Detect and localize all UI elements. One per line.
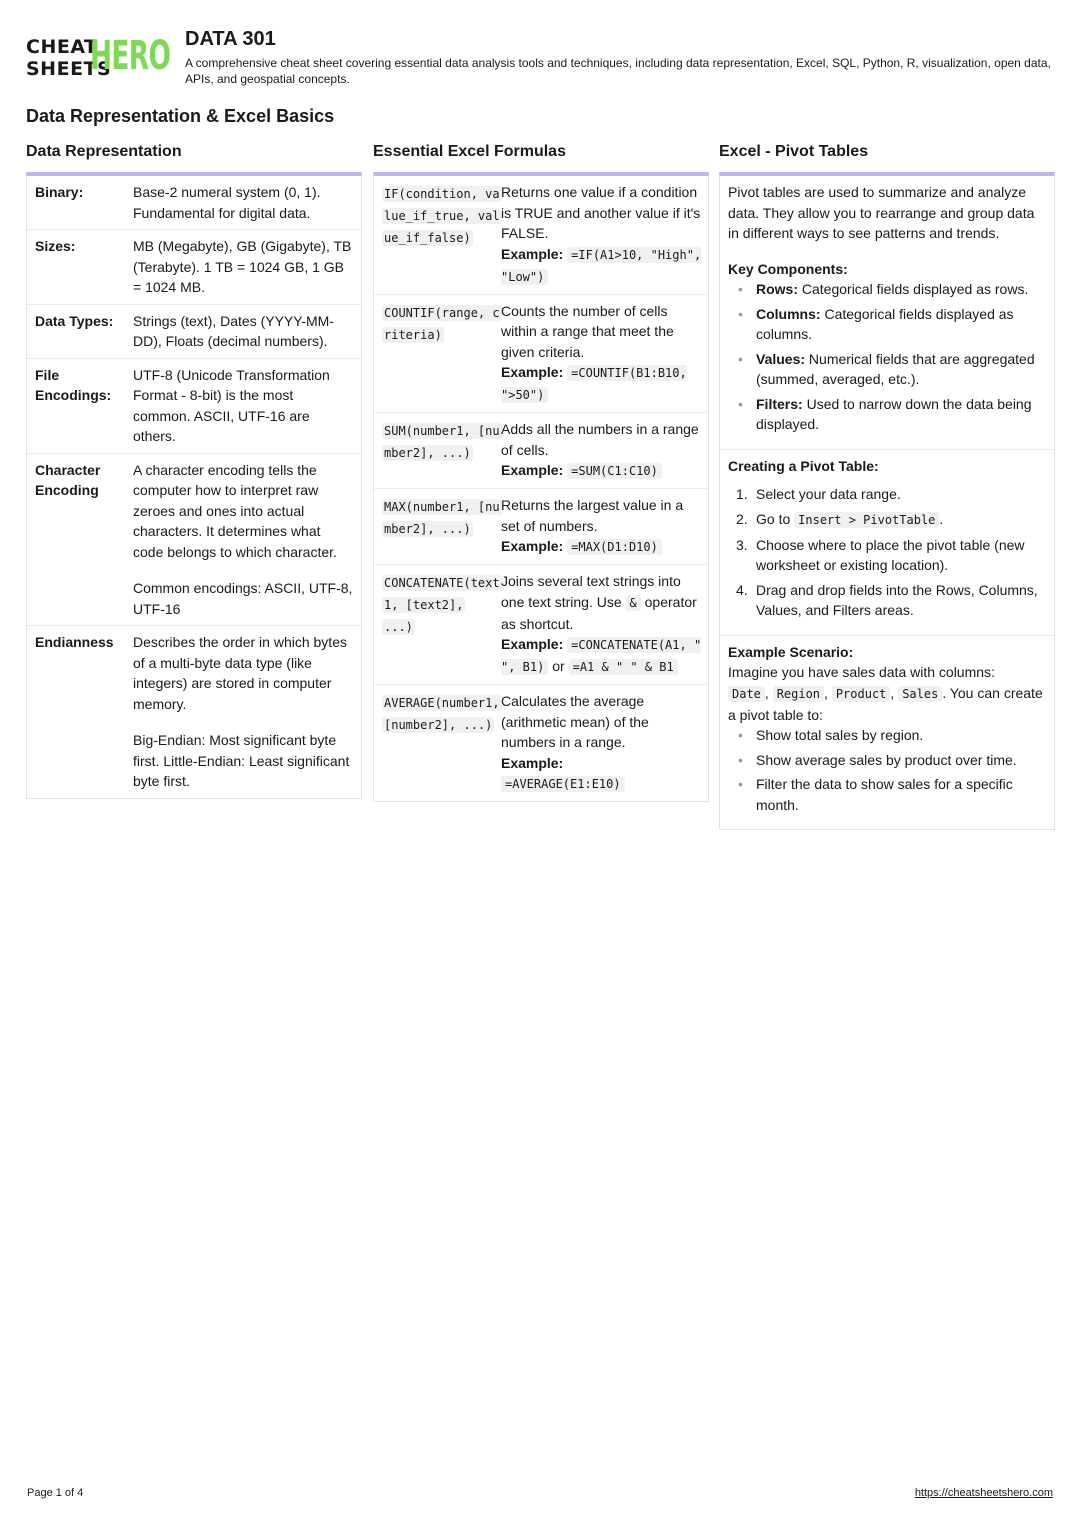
data-representation-title: Data Representation <box>26 143 182 160</box>
list-item <box>736 580 1046 621</box>
separator: , <box>890 684 895 701</box>
row-label: Character Encoding <box>35 461 101 498</box>
page-title: DATA 301 <box>185 28 276 50</box>
list-item: • Filter the data to show sales for a specific month. <box>738 774 1046 815</box>
formula-text: Adds all the numbers in a range of cells. <box>501 421 699 458</box>
table-row <box>27 176 361 230</box>
step-text: Drag and drop fields into the Rows, Columns, Values, and Filters areas. <box>756 581 1038 618</box>
excel-formulas-column <box>373 142 709 802</box>
formula-syntax-cell <box>382 495 501 558</box>
formula-text: Joins several text strings into one text string. Use <box>501 573 681 610</box>
example-scenario-heading: Example Scenario: <box>728 643 854 660</box>
list-item <box>738 304 1046 345</box>
formula-syntax: AVERAGE(number1, [number2], ...) <box>384 696 500 732</box>
formula-example: =MAX(D1:D10) <box>567 539 662 555</box>
formula-text: Calculates the average (arithmetic mean) of the numbers in a range. <box>501 693 649 750</box>
formula-description <box>501 182 708 288</box>
column-code: Date <box>728 686 765 702</box>
example-label: Example: <box>501 636 564 652</box>
formula-example: =SUM(C1:C10) <box>567 463 662 479</box>
formula-syntax: COUNTIF(range, criteria) <box>384 305 500 342</box>
component-text: Numerical fields that are aggregated (summed, averaged, etc.). <box>756 350 1035 387</box>
component-text: Categorical fields displayed as columns. <box>756 305 1014 342</box>
row-value <box>133 460 353 620</box>
formula-example: =AVERAGE(E1:E10) <box>501 776 625 792</box>
list-item <box>736 535 1046 576</box>
formula-row <box>374 685 708 801</box>
scenario-after: . You can create a pivot table to: <box>728 684 1043 723</box>
example-scenario-text <box>728 662 1046 725</box>
pivot-tables-title: Excel - Pivot Tables <box>719 143 869 160</box>
example-label: Example: <box>501 462 564 478</box>
row-label: Data Types: <box>35 312 114 329</box>
formula-row <box>374 565 708 685</box>
page-subtitle: A comprehensive cheat sheet covering essential data analysis tools and techniques, including data representation, Excel, SQL, Python, R, visualization, open data, APIs, and geospatial concepts. <box>185 56 1051 86</box>
row-value: Strings (text), Dates (YYYY-MM-DD), Floats (decimal numbers). <box>133 312 334 349</box>
list-item <box>738 279 1046 300</box>
row-label: Sizes: <box>35 238 76 254</box>
logo-bottom: SHEETS <box>26 58 112 80</box>
formula-text: Counts the number of cells within a range that meet the given criteria. <box>501 302 674 360</box>
row-value: MB (Megabyte), GB (Gigabyte), TB (Terabyte). 1 TB = 1024 GB, 1 GB = 1024 MB. <box>133 238 352 295</box>
pivot-tables-column <box>719 142 1055 830</box>
table-row <box>27 359 361 454</box>
create-pivot-heading: Creating a Pivot Table: <box>728 457 879 474</box>
component-term: Rows: <box>756 281 798 297</box>
formula-description <box>501 495 708 558</box>
row-label: File Encodings: <box>35 366 112 403</box>
row-text-extra: Big-Endian: Most significant byte first. Little-Endian: Least significant byte first. <box>133 732 350 789</box>
formula-text: Returns the largest value in a set of numbers. <box>501 497 684 534</box>
column-code: Product <box>832 686 891 702</box>
list-item <box>738 349 1046 390</box>
formula-row <box>374 489 708 565</box>
example-label: Example: <box>501 538 564 554</box>
step-number: 2. <box>736 510 748 527</box>
formula-text-after: operator as shortcut. <box>501 593 697 632</box>
component-text: Used to narrow down the data being displayed. <box>756 395 1032 432</box>
component-text: Categorical fields displayed as rows. <box>801 281 1029 297</box>
formula-row <box>374 413 708 489</box>
create-pivot-steps <box>728 484 1046 621</box>
table-row <box>27 305 361 359</box>
logo-top: CHEAT <box>26 36 98 58</box>
formula-syntax-cell <box>382 571 501 678</box>
column-code: Region <box>773 686 824 702</box>
row-value <box>133 632 353 792</box>
scenario-list <box>728 725 1046 815</box>
component-term: Columns: <box>756 305 821 322</box>
formula-syntax: IF(condition, value_if_true, value_if_false) <box>384 187 500 245</box>
pivot-intro: Pivot tables are used to summarize and analyze data. They allow you to rearrange and group data in different ways to see patterns and trends. <box>728 184 1035 241</box>
list-item <box>738 394 1046 435</box>
list-item <box>736 509 1046 531</box>
formula-example: =CONCATENATE(A1, " ", B1) <box>501 638 702 674</box>
formula-description <box>501 419 708 482</box>
table-row <box>27 230 361 305</box>
data-representation-card <box>26 172 362 799</box>
page-number: Page 1 of 4 <box>27 1487 84 1499</box>
row-text: Describes the order in which bytes of a multi-byte data type (like integers) are stored in computer memory. <box>133 634 347 712</box>
formula-description <box>501 571 708 678</box>
step-number: 4. <box>736 581 748 598</box>
or-text: or <box>552 658 565 674</box>
site-link[interactable]: https://cheatsheetshero.com <box>914 1487 1053 1499</box>
step-text: Select your data range. <box>756 486 901 502</box>
example-label: Example: <box>501 364 564 380</box>
key-components-heading: Key Components: <box>728 260 848 277</box>
formula-description <box>501 301 708 407</box>
row-label: Endianness <box>35 634 114 650</box>
row-text: A character encoding tells the computer how to interpret raw zeroes and ones into actual characters. It determines what code belongs to which character. <box>133 461 337 560</box>
component-term: Values: <box>756 350 806 367</box>
formula-syntax: SUM(number1, [number2], ...) <box>384 424 500 460</box>
formula-row <box>374 295 708 414</box>
pivot-intro-section <box>720 176 1054 450</box>
step-code: Insert > PivotTable <box>794 512 939 528</box>
formula-syntax: MAX(number1, [number2], ...) <box>384 500 500 536</box>
create-pivot-section <box>720 450 1054 636</box>
formula-syntax-cell <box>382 419 501 482</box>
step-text-after: . <box>939 510 944 527</box>
formula-syntax-cell <box>382 182 501 288</box>
formula-syntax-cell <box>382 691 501 795</box>
step-number: 1. <box>736 486 748 502</box>
separator: , <box>824 684 828 701</box>
excel-formulas-title: Essential Excel Formulas <box>373 143 566 160</box>
step-text: Choose where to place the pivot table (new worksheet or existing location). <box>756 536 1025 573</box>
table-row <box>27 626 361 798</box>
list-item: • Show average sales by product over time. <box>738 750 1046 771</box>
formula-text: Returns one value if a condition is TRUE and another value if it's FALSE. <box>501 184 701 241</box>
row-text-extra: Common encodings: ASCII, UTF-8, UTF-16 <box>133 580 353 617</box>
list-item <box>736 484 1046 505</box>
step-number: 3. <box>736 536 748 553</box>
step-text: Go to <box>756 510 791 527</box>
formula-example: =IF(A1>10, "High", "Low") <box>501 247 702 284</box>
formula-example-alt: =A1 & " " & B1 <box>569 659 678 675</box>
logo[interactable] <box>26 33 172 80</box>
row-label: Binary: <box>35 184 84 200</box>
row-value: Base-2 numeral system (0, 1). Fundamental for digital data. <box>133 184 321 221</box>
section-title: Data Representation & Excel Basics <box>26 106 335 126</box>
example-label: Example: <box>501 754 564 771</box>
formula-syntax: CONCATENATE(text1, [text2], ...) <box>384 576 500 634</box>
example-label: Example: <box>501 245 564 262</box>
ampersand-code: & <box>626 595 641 611</box>
example-scenario-section <box>720 636 1054 830</box>
row-value: UTF-8 (Unicode Transformation Format - 8-bit) is the most common. ASCII, UTF-16 are others. <box>133 366 330 444</box>
formula-row <box>374 176 708 295</box>
key-components-list <box>728 279 1046 435</box>
formula-example: =COUNTIF(B1:B10, ">50") <box>501 366 687 402</box>
logo-hero: HERO <box>90 33 171 79</box>
component-term: Filters: <box>756 395 803 412</box>
pivot-tables-card <box>719 172 1055 830</box>
separator: , <box>764 684 769 701</box>
formula-description <box>501 691 708 795</box>
column-code: Sales <box>898 686 942 702</box>
table-row <box>27 454 361 627</box>
formula-syntax-cell <box>382 301 501 407</box>
excel-formulas-card <box>373 172 709 802</box>
scenario-intro: Imagine you have sales data with columns: <box>728 664 995 680</box>
data-representation-column <box>26 142 362 799</box>
list-item: • Show total sales by region. <box>738 725 1046 746</box>
